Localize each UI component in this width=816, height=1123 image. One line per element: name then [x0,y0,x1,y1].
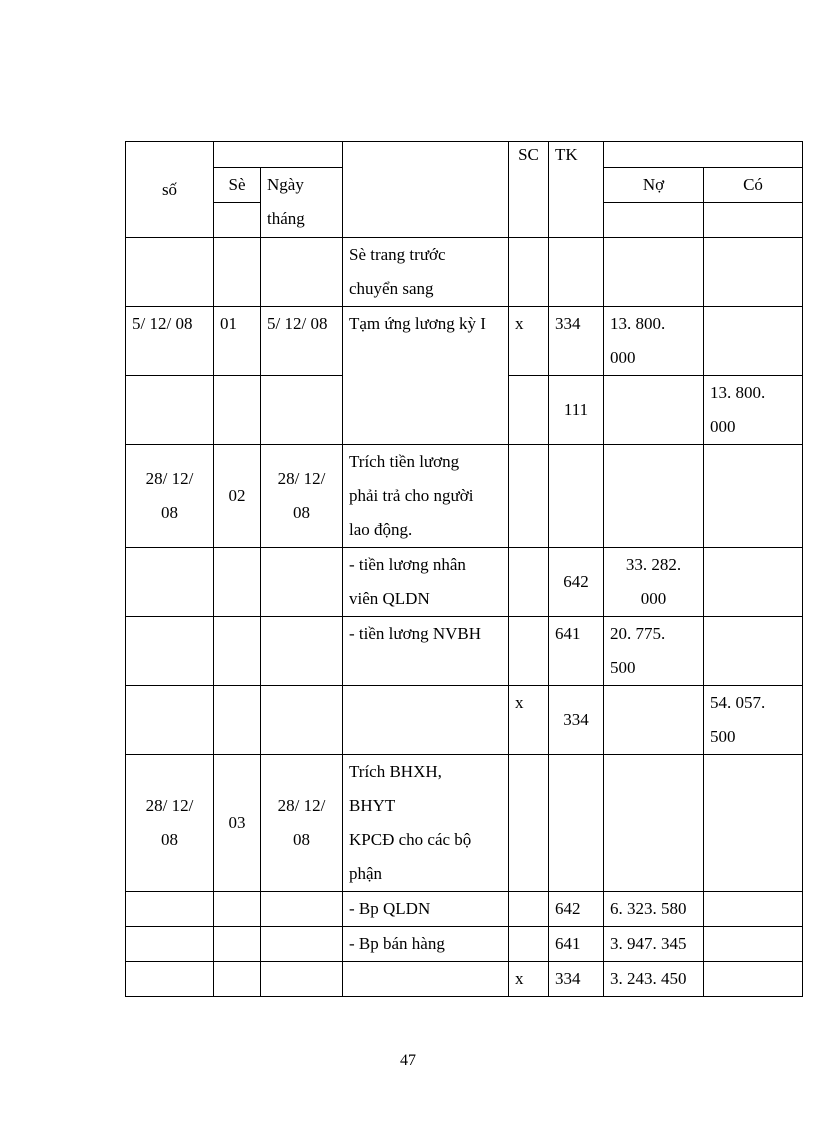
table-row [126,962,803,997]
tk-cell: 642 [549,892,604,927]
desc-cell: Trích BHXH, BHYT KPCĐ cho các bộ phận [343,755,509,892]
header-se-blank [214,203,261,238]
header-co: Có [704,168,803,203]
sc-cell: x [509,962,549,997]
no-cell: 20. 775. 500 [604,617,704,686]
table-row [126,927,803,962]
desc-cell: Sè trang trước chuyển sang [343,238,509,307]
tk-cell: 642 [549,548,604,617]
desc-cell: - tiền lương nhân viên QLDN [343,548,509,617]
header-dien-giai [343,142,509,238]
header-so-tien-top [604,142,803,168]
header-ngay: Ngày [267,175,304,194]
no-cell: 33. 282. 000 [604,548,704,617]
header-chungtu-top [214,142,343,168]
co-cell: 54. 057. 500 [704,686,803,755]
header-so: số [126,142,214,238]
date-cell: 5/ 12/ 08 [126,307,214,376]
no-cell: 6. 323. 580 [604,892,704,927]
date-cell: 5/ 12/ 08 [261,307,343,376]
table-row [126,548,803,617]
desc-cell: - Bp QLDN [343,892,509,927]
se-cell: 02 [214,445,261,548]
header-no-blank [604,203,704,238]
tk-cell: 334 [549,962,604,997]
header-sc: SC [509,142,549,238]
header-se: Sè [214,168,261,203]
header-no: Nợ [604,168,704,203]
table-row [126,238,803,307]
table-row [126,307,803,376]
no-cell: 3. 947. 345 [604,927,704,962]
sc-cell: x [509,307,549,376]
header-thang: tháng [267,209,305,228]
date-cell: 28/ 12/ 08 [126,755,214,892]
desc-cell: - tiền lương NVBH [343,617,509,686]
header-ngay-thang [261,168,343,238]
page-number: 47 [400,1052,416,1069]
no-cell: 13. 800. 000 [604,307,704,376]
table-row [126,892,803,927]
desc-cell: Trích tiền lương phải trả cho người lao động. [343,445,509,548]
table-row [126,686,803,755]
co-cell: 13. 800. 000 [704,376,803,445]
tk-cell: 334 [549,686,604,755]
se-cell: 03 [214,755,261,892]
desc-cell: - Bp bán hàng [343,927,509,962]
date-cell: 28/ 12/ 08 [261,445,343,548]
table-row [126,445,803,548]
no-cell: 3. 243. 450 [604,962,704,997]
header-tk: TK [549,142,604,238]
table-row [126,755,803,892]
header-co-blank [704,203,803,238]
desc-cell: Tạm ứng lương kỳ I [343,307,509,445]
tk-cell: 334 [549,307,604,376]
table-row [126,617,803,686]
ledger-table [125,141,803,997]
date-cell: 28/ 12/ 08 [261,755,343,892]
date-cell: 28/ 12/ 08 [126,445,214,548]
tk-cell: 111 [549,376,604,445]
tk-cell: 641 [549,617,604,686]
sc-cell: x [509,686,549,755]
se-cell: 01 [214,307,261,376]
tk-cell: 641 [549,927,604,962]
